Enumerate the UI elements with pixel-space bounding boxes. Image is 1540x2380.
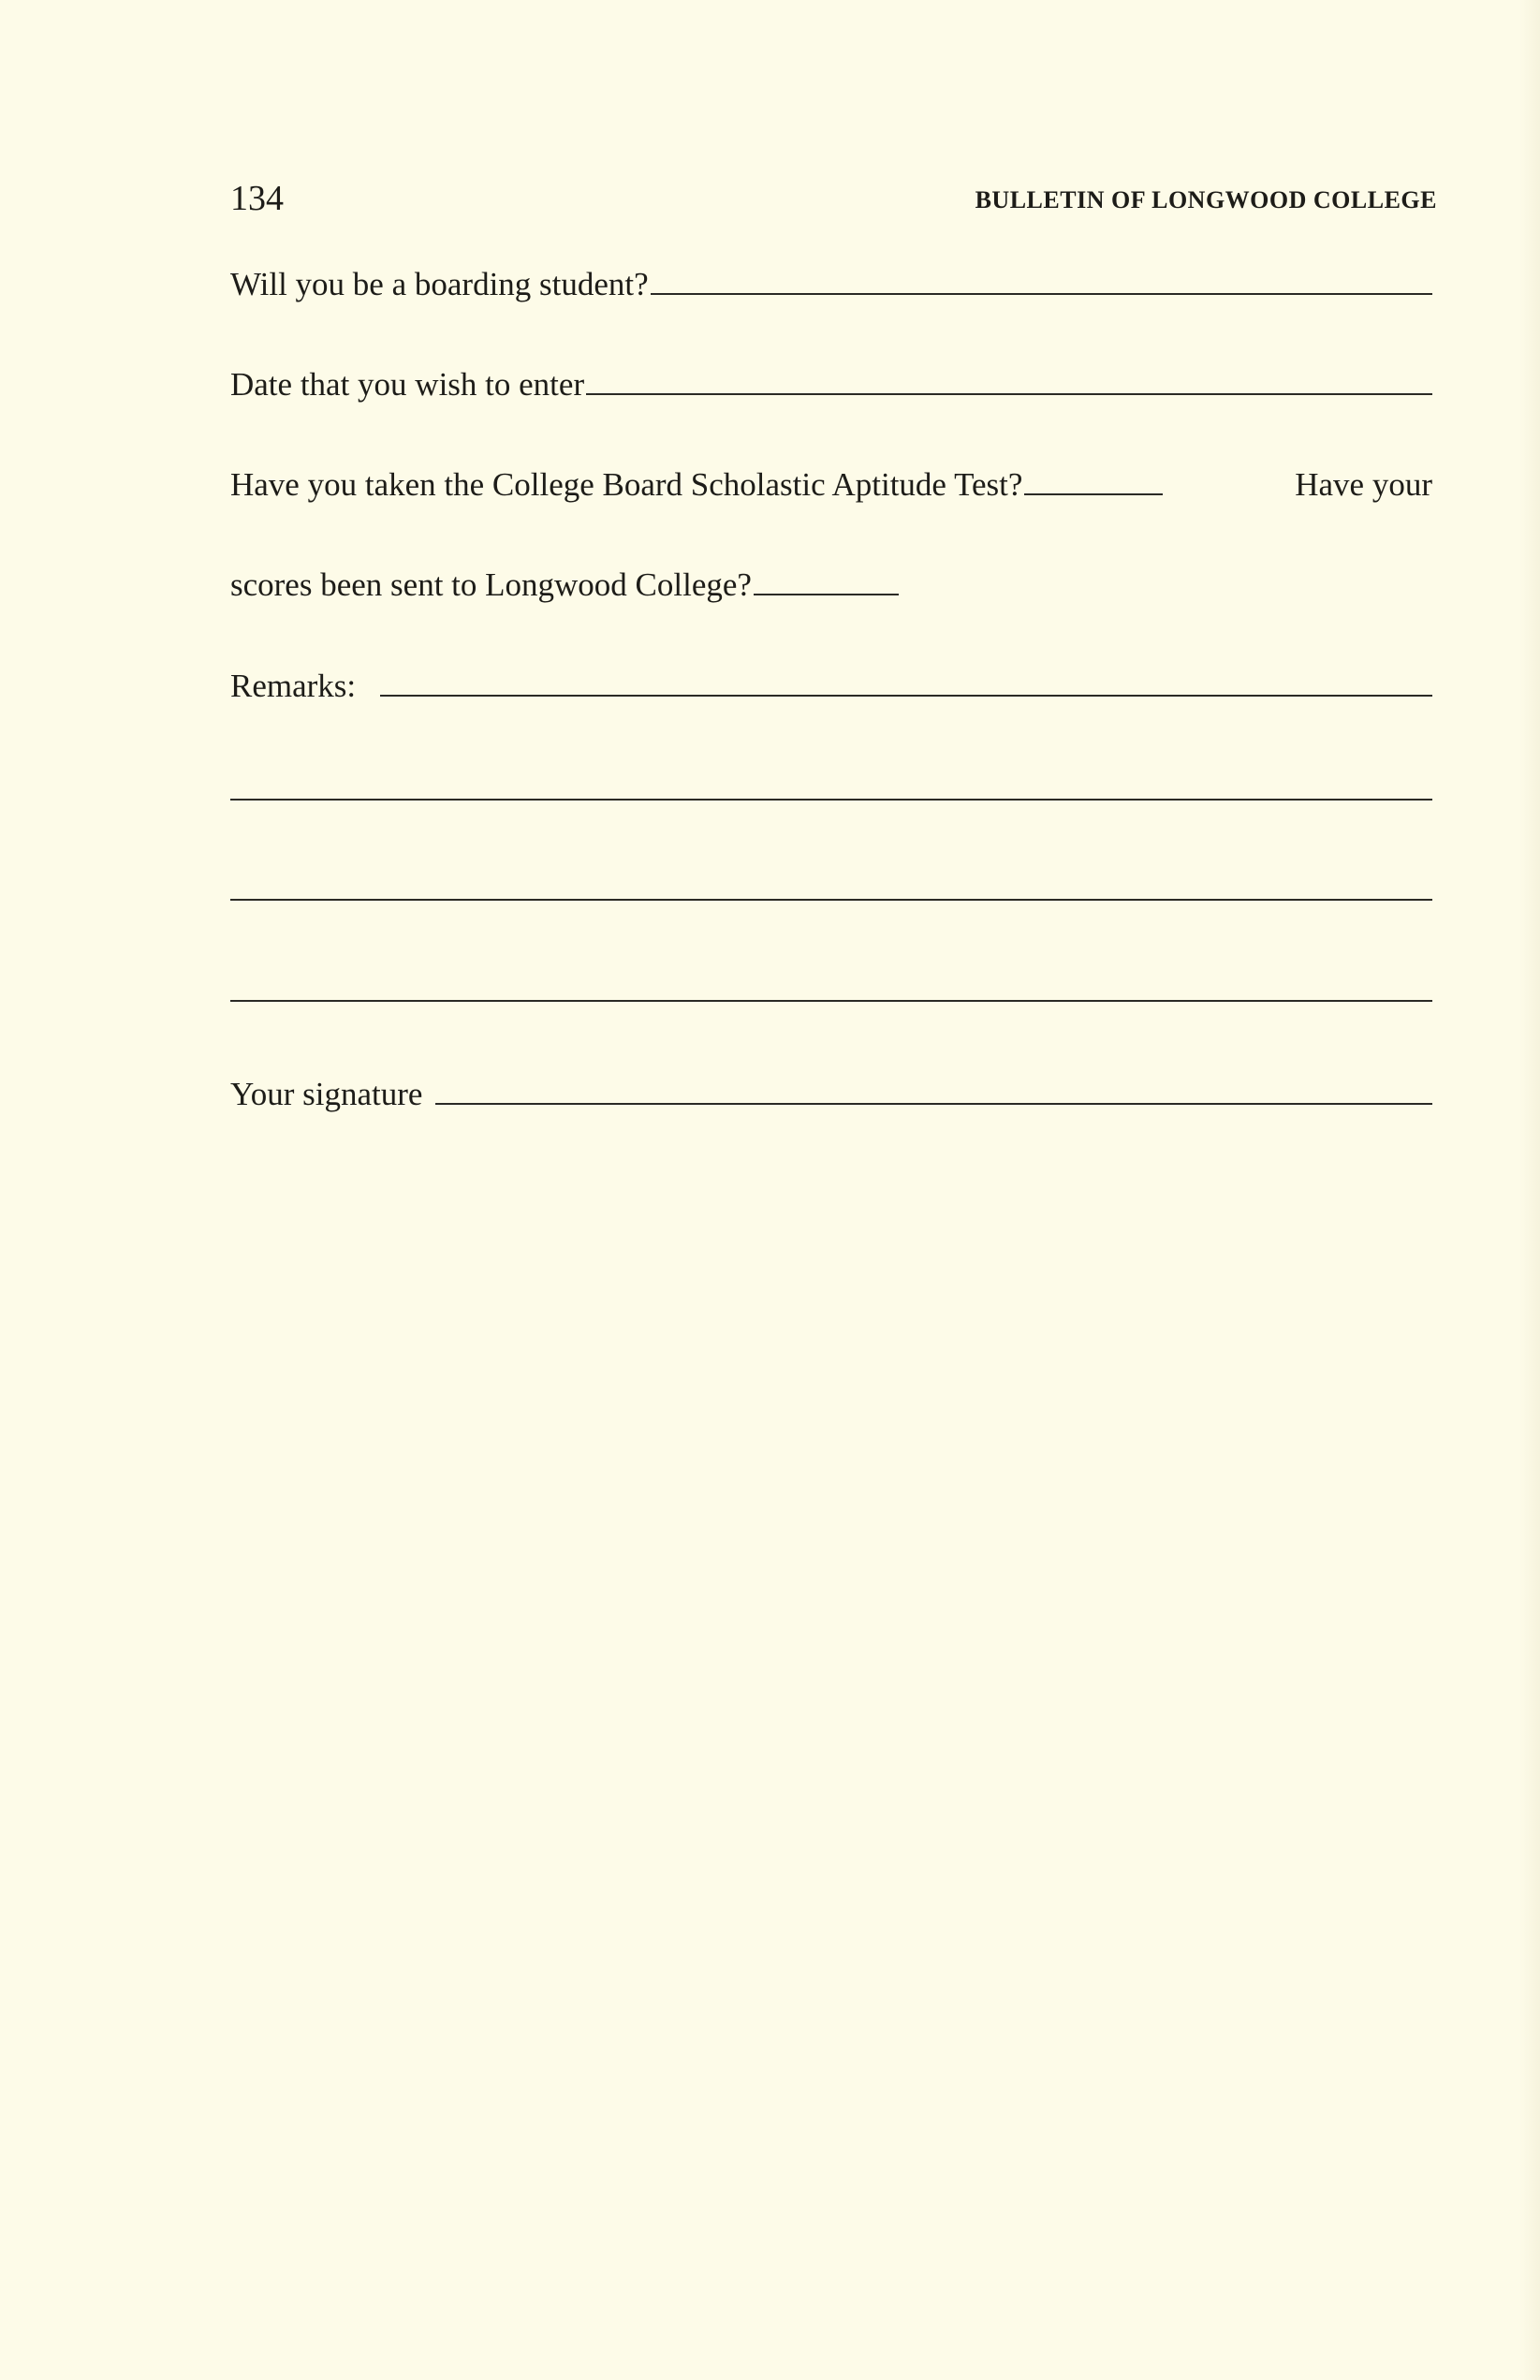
boarding-question [230,265,1432,304]
page-number: 134 [230,179,284,218]
entry-date-label: Date that you wish to enter [230,366,585,403]
scores-label-part1: Have your [1295,466,1432,503]
scores-sent-question [230,566,1432,605]
remarks-answer-line-3[interactable] [230,899,1432,901]
entry-date-question [230,365,1432,404]
remarks-label: Remarks: [230,668,357,704]
page-edge-shading [1519,0,1540,2380]
signature-question [230,1075,1432,1114]
remarks-answer-line-4[interactable] [230,1000,1432,1002]
boarding-label: Will you be a boarding student? [230,266,649,302]
sat-label: Have you taken the College Board Scholastic Aptitude Test? [230,466,1023,503]
running-head: BULLETIN OF LONGWOOD COLLEGE [975,186,1437,213]
boarding-answer-line[interactable] [651,265,1432,295]
remarks-answer-line-2[interactable] [230,799,1432,801]
scores-sent-answer-line[interactable] [754,566,899,595]
scores-label-part2: scores been sent to Longwood College? [230,566,752,603]
signature-label: Your signature [230,1076,423,1112]
sat-answer-line[interactable] [1024,465,1163,495]
remarks-answer-line-1[interactable] [380,667,1432,697]
sat-question [230,465,1432,505]
signature-answer-line[interactable] [435,1075,1432,1105]
remarks-question [230,667,1432,706]
entry-date-answer-line[interactable] [586,365,1432,395]
